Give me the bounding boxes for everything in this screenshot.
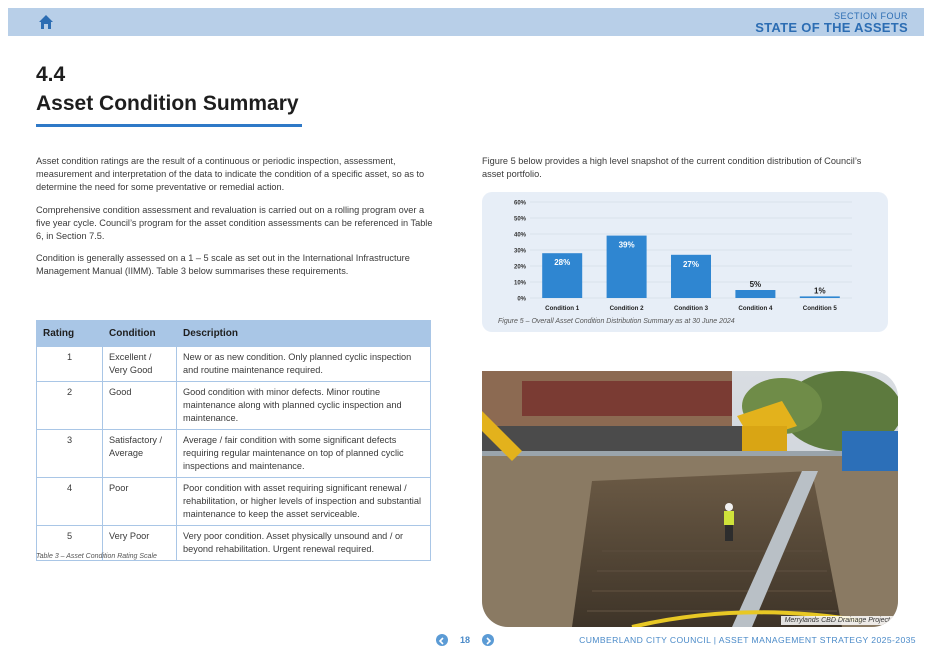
previous-page-button[interactable] [436,634,448,646]
rating-cell: 3 [37,430,103,478]
table-row [37,347,431,382]
home-icon[interactable] [38,14,54,30]
section-label: SECTION FOUR [833,11,908,21]
header-bar [8,8,924,36]
y-tick-label: 30% [513,248,526,255]
condition-rating-table [36,320,431,561]
y-tick-label: 50% [513,216,526,223]
condition-distribution-chart [482,192,888,332]
page-title: Asset Condition Summary [36,92,299,115]
condition-cell: Excellent / Very Good [103,347,177,382]
table-caption: Table 3 – Asset Condition Rating Scale [36,553,157,560]
paragraph-2: Comprehensive condition assessment and revaluation is carried out on a rolling program over a five year cycle. Council’s program for the asset condition assessments can be referenced in Table 6, in Section 7.5. [36,205,433,241]
table-header-cell: Condition [103,321,177,347]
y-tick-label: 40% [513,232,526,239]
data-label: 5% [749,280,762,289]
figure-caption: Figure 5 – Overall Asset Condition Distribution Summary as at 30 June 2024 [498,318,735,325]
data-label: 1% [814,286,826,296]
bar [735,290,775,298]
footer-text: CUMBERLAND CITY COUNCIL | ASSET MANAGEMENT STRATEGY 2025-2035 [579,635,916,645]
x-tick-label: Condition 3 [673,305,709,312]
x-tick-label: Condition 5 [802,305,837,312]
chevron-right-icon [482,635,494,647]
next-page-button[interactable] [482,634,494,646]
title-underline [36,124,302,127]
table-row [37,382,431,430]
chart-panel [482,192,888,332]
table-row [37,478,431,526]
table-header-cell: Rating [37,321,103,347]
x-tick-label: Condition 2 [609,305,644,312]
condition-cell: Satisfactory / Average [103,430,177,478]
excavation-photo-illustration [482,371,898,627]
section-heading: STATE OF THE ASSETS [755,20,908,35]
y-tick-label: 10% [513,280,526,287]
condition-cell: Poor [103,478,177,526]
description-cell: Good condition with minor defects. Minor routine maintenance along with planned cyclic inspection and maintenance. [177,382,431,430]
data-label: 27% [682,259,700,269]
y-tick-label: 60% [513,200,526,207]
rating-cell: 5 [37,526,103,561]
data-label: 39% [618,240,635,250]
chevron-left-icon [436,635,448,647]
description-cell: Very poor condition. Asset physically unsound and / or beyond rehabilitation. Urgent renewal required. [177,526,431,561]
description-cell: Poor condition with asset requiring significant renewal / rehabilitation, or higher levels of inspection and substantial maintenance to keep the asset serviceable. [177,478,431,526]
rating-cell: 1 [37,347,103,382]
table-header-row [37,321,431,347]
y-tick-label: 20% [513,264,526,271]
table-row [37,430,431,478]
x-tick-label: Condition 1 [545,305,580,312]
rating-cell: 2 [37,382,103,430]
description-cell: New or as new condition. Only planned cyclic inspection and routine maintenance required. [177,347,431,382]
description-cell: Average / fair condition with some significant defects requiring regular maintenance on top of planned cyclic inspections and maintenance. [177,430,431,478]
rating-cell: 4 [37,478,103,526]
section-number: 4.4 [36,63,66,86]
table-header-cell: Description [177,321,431,347]
bar [800,296,840,298]
project-photo [482,371,898,627]
condition-cell: Good [103,382,177,430]
x-tick-label: Condition 4 [738,305,773,312]
condition-cell: Very Poor [103,526,177,561]
data-label: 28% [554,258,571,268]
page-number: 18 [460,635,471,645]
photo-caption: Merrylands CBD Drainage Project [781,616,894,625]
y-tick-label: 0% [517,296,526,303]
figure-intro-text: Figure 5 below provides a high level snapshot of the current condition distribution of Council’s asset portfolio. [482,156,862,179]
paragraph-3: Condition is generally assessed on a 1 – 5 scale as set out in the International Infrastructure Management Manual (IIMM). Table 3 below summarises these requirements. [36,253,410,276]
paragraph-1: Asset condition ratings are the result of a continuous or periodic inspection, assessment, measurement and interpretation of the data to indicate the condition of a specific asset, so as to determine the need for some preventative or remedial action. [36,156,425,192]
